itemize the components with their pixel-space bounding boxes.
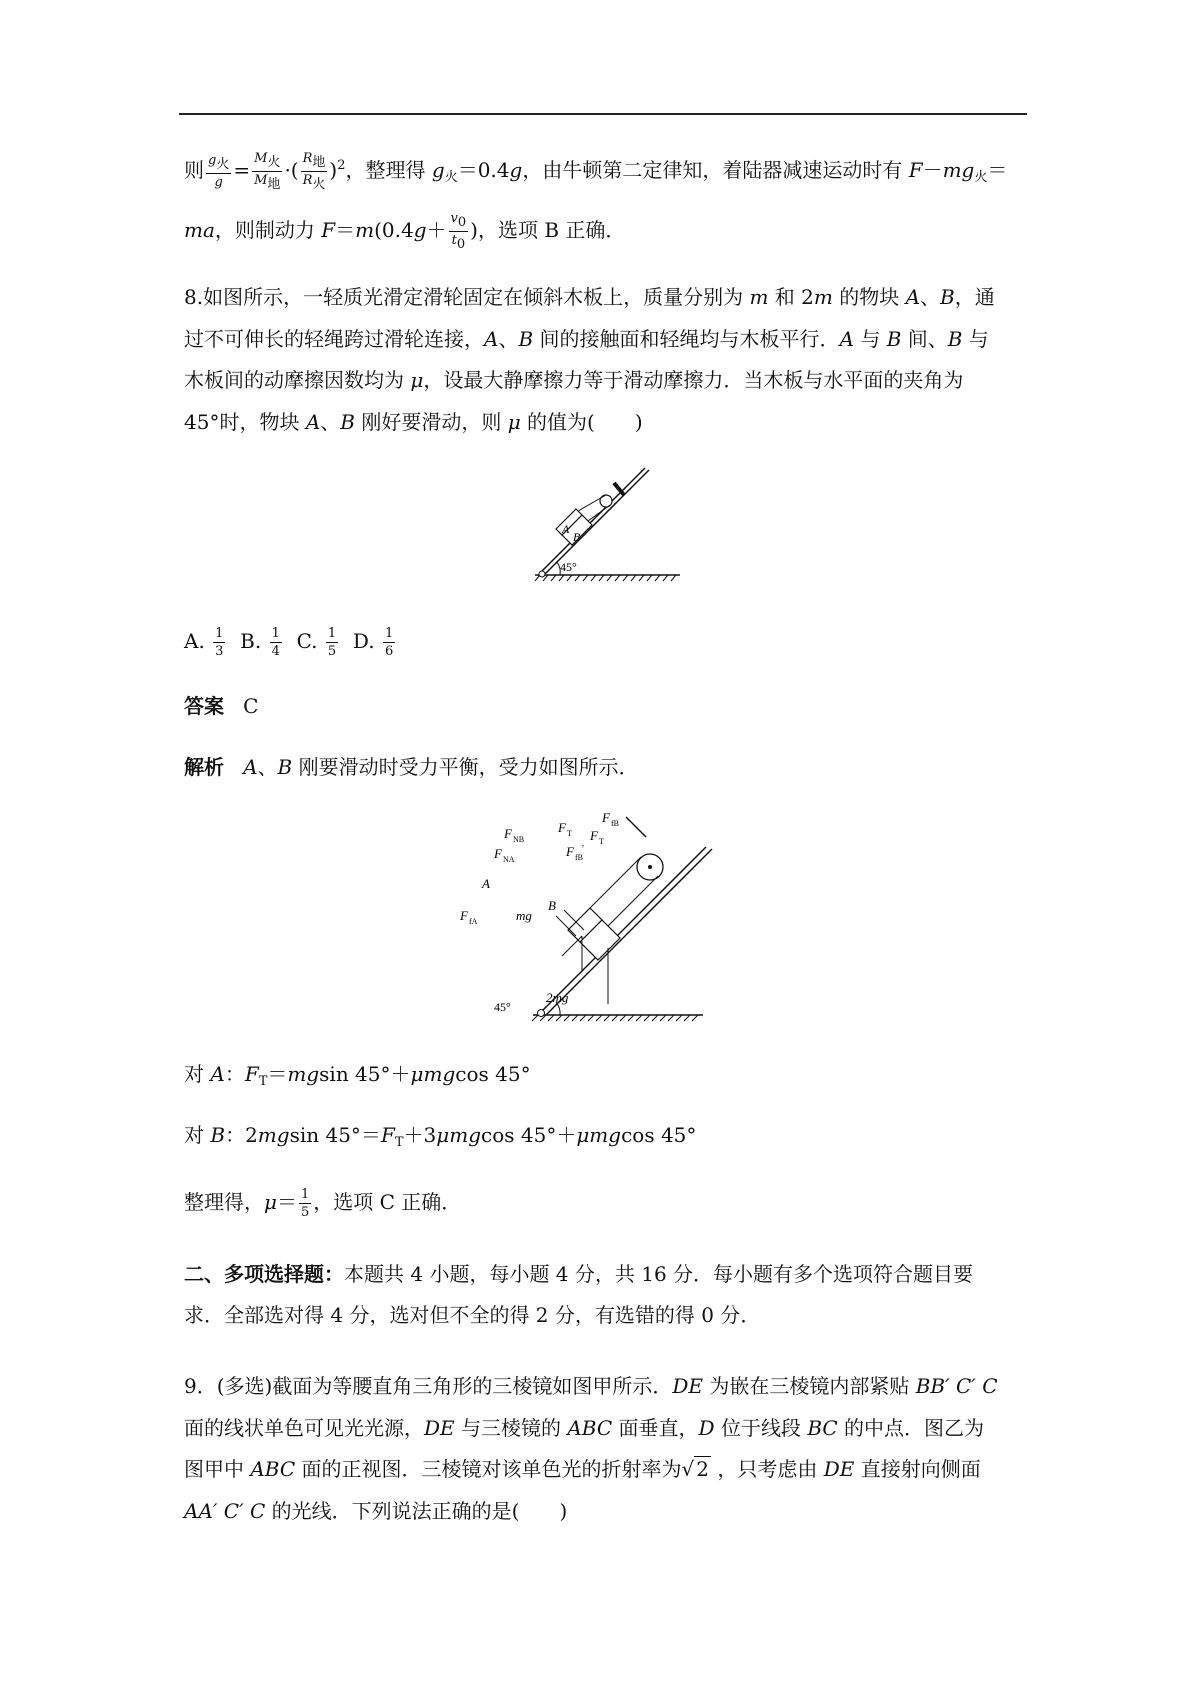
text: ，选项 C 正确． <box>313 1190 462 1214</box>
text: 1 <box>327 626 337 641</box>
text: 与 <box>962 327 989 351</box>
text: = <box>233 158 251 182</box>
text: 45°时，物块 <box>184 410 306 434</box>
text: B <box>210 1123 226 1147</box>
text: T <box>394 1135 404 1150</box>
text: ，通 <box>954 285 995 309</box>
text: DE <box>672 1374 703 1398</box>
text: ： <box>225 1123 246 1147</box>
text: ＋3 <box>403 1123 437 1147</box>
label-ffa: F <box>460 908 468 923</box>
label-a: A <box>482 876 490 891</box>
text: mg <box>257 1123 290 1147</box>
ground-hatch <box>535 575 676 581</box>
rope-upper <box>586 857 641 912</box>
text: sin 45°＝ <box>289 1123 381 1147</box>
label-ft2-sub: T <box>599 837 604 846</box>
text: 刚要滑动时受力平衡，受力如图所示． <box>292 755 639 779</box>
text: 与三棱镜的 <box>454 1416 568 1440</box>
text: 0 <box>456 237 466 252</box>
option-b[interactable] <box>240 626 284 659</box>
text: B <box>340 410 355 434</box>
q8-incline-figure <box>530 465 690 585</box>
text: mg <box>942 158 975 182</box>
text: R <box>302 173 313 188</box>
text: A <box>243 755 258 779</box>
option-a[interactable] <box>184 626 227 659</box>
text: m <box>813 285 833 309</box>
label-fna: F <box>494 846 502 861</box>
text: 的中点．图乙为 <box>837 1416 985 1440</box>
text: ，只考虑由 <box>711 1457 824 1481</box>
eq-a <box>184 1060 531 1096</box>
q8-options <box>184 627 397 658</box>
text: cos 45°＋ <box>481 1123 577 1147</box>
text: t <box>451 233 457 248</box>
text: ，由牛顿第二定律知，着陆器减速运动时有 <box>522 158 909 182</box>
text: DE <box>823 1457 855 1481</box>
text: ABC <box>250 1457 296 1481</box>
text: 本题共 4 小题，每小题 4 分，共 16 分．每小题有多个选项符合题目要 <box>344 1262 974 1286</box>
text: 1 <box>271 626 280 641</box>
text: ＝ <box>335 218 356 242</box>
text: 整理得， <box>184 1190 264 1214</box>
pulley-axle <box>648 865 652 869</box>
text: 直接射向侧面 <box>854 1457 981 1481</box>
text: 0 <box>457 215 467 230</box>
result-fraction <box>299 1188 311 1219</box>
text: ＝ <box>267 1062 288 1086</box>
option-fraction <box>326 627 338 658</box>
text: ： <box>224 1062 245 1086</box>
text: F <box>380 1123 395 1147</box>
option-fraction <box>213 627 225 658</box>
text: 过不可伸长的轻绳跨过滑轮连接， <box>184 327 484 351</box>
q8-line-3 <box>184 366 963 394</box>
text: 间、 <box>901 327 948 351</box>
label-b: B <box>548 898 556 913</box>
text: μmg <box>576 1123 622 1147</box>
q8-line-4 <box>184 408 643 436</box>
text: 4 <box>271 644 280 659</box>
text: g <box>509 158 523 182</box>
text: ＝ <box>277 1190 297 1214</box>
text: 的物块 <box>832 285 906 309</box>
text: 、 <box>320 410 341 434</box>
label-ft: F <box>558 820 566 835</box>
text: AA′ C′ C <box>184 1499 266 1523</box>
text: 、 <box>257 755 278 779</box>
q9-line-2 <box>184 1414 984 1442</box>
text: B <box>886 327 902 351</box>
text: B <box>277 755 293 779</box>
section2-line-1 <box>184 1260 973 1288</box>
text: 5 <box>301 1205 310 1220</box>
text: 火 <box>267 155 281 170</box>
text: 火 <box>974 170 988 185</box>
ground-hatch <box>532 1015 698 1021</box>
text: μmg <box>436 1123 481 1147</box>
text: F <box>244 1062 259 1086</box>
text: A <box>905 285 921 309</box>
label-ffb2-prime: ′ <box>582 844 585 855</box>
text: B <box>947 327 963 351</box>
text: A <box>305 410 321 434</box>
q9-line-4 <box>184 1497 567 1525</box>
angle-label: 45° <box>494 1000 511 1014</box>
text: )，选项 B 正确． <box>470 218 626 242</box>
label-b: B <box>573 530 581 544</box>
text: (0.4 <box>374 218 414 242</box>
text: B <box>518 327 534 351</box>
text: 、 <box>920 285 941 309</box>
q9-line-3 <box>184 1455 981 1483</box>
text: cos 45° <box>621 1123 697 1147</box>
text: A <box>210 1062 225 1086</box>
option-d[interactable] <box>352 626 397 659</box>
text: 8.如图所示，一轻质光滑定滑轮固定在倾斜木板上，质量分别为 <box>184 285 750 309</box>
text: v <box>450 211 458 226</box>
arrow-ffa <box>562 936 582 956</box>
q8-line-2 <box>184 325 989 353</box>
text: 1 <box>301 1187 310 1202</box>
label-ffb2: F <box>566 844 574 859</box>
text: ，设最大静摩擦力等于滑动摩擦力．当木板与水平面的夹角为 <box>423 368 964 392</box>
result <box>184 1188 461 1219</box>
hinge-icon <box>538 1010 545 1017</box>
text: T <box>258 1074 268 1089</box>
text: D <box>698 1416 715 1440</box>
text: ＝ <box>987 158 1008 182</box>
label-ffa-sub: fA <box>469 917 478 926</box>
text: 1 <box>215 626 224 641</box>
text: 图甲中 <box>184 1457 251 1481</box>
text: BB′ C′ C <box>915 1374 998 1398</box>
text: M <box>254 173 268 188</box>
label-a: A <box>562 522 570 536</box>
text: R <box>302 151 313 166</box>
text: － <box>922 158 943 182</box>
text: ，则制动力 <box>214 218 322 242</box>
pulley-icon <box>600 495 612 507</box>
label-2mg: 2mg <box>546 990 569 1005</box>
text: 地 <box>267 177 281 192</box>
header-rule <box>179 113 1027 115</box>
q9-line-1 <box>184 1372 998 1400</box>
option-letter: C. <box>296 629 318 653</box>
text: μ <box>507 410 521 434</box>
text: M <box>254 151 268 166</box>
text: sin 45°＋ <box>319 1062 411 1086</box>
text: g <box>208 153 217 168</box>
text: 面的正视图．三棱镜对该单色光的折射率为 <box>295 1457 682 1481</box>
prev-solution-line-2 <box>184 212 625 251</box>
text: cos 45° <box>455 1062 531 1086</box>
answer-label: 答案 <box>184 694 224 718</box>
text: 间的接触面和轻绳均与木板平行． <box>533 327 840 351</box>
text: DE <box>424 1416 455 1440</box>
label-ffb: F <box>602 810 610 825</box>
text: g <box>431 158 445 182</box>
text: ＝0.4 <box>457 158 510 182</box>
text: 火 <box>216 157 230 172</box>
text: A <box>839 327 854 351</box>
text: 求．全部选对得 4 分，选对但不全的得 2 分，有选错的得 0 分． <box>184 1303 761 1327</box>
label-fna-sub: NA <box>503 855 515 864</box>
text: 火 <box>312 177 326 192</box>
text: 的光线．下列说法正确的是( ) <box>265 1499 568 1523</box>
text: ABC <box>567 1416 613 1440</box>
option-letter: D. <box>352 629 375 653</box>
option-letter: B. <box>240 629 262 653</box>
text: ·( <box>284 158 299 182</box>
text: A <box>484 327 499 351</box>
text: 位于线段 <box>714 1416 808 1440</box>
label-fnb-sub: NB <box>513 835 525 844</box>
text: 的值为( ) <box>520 410 643 434</box>
text: ) <box>329 158 338 182</box>
text: 2 <box>696 1457 710 1481</box>
text: 为嵌在三棱镜内部紧贴 <box>702 1374 916 1398</box>
prev-solution-line-1 <box>184 152 1007 192</box>
text: 3 <box>215 644 224 659</box>
text: 5 <box>327 644 337 659</box>
label-ft2: F <box>590 828 598 843</box>
text: g <box>413 218 427 242</box>
answer-value: C <box>243 694 259 718</box>
text: 面垂直， <box>612 1416 699 1440</box>
angle-label: 45° <box>560 560 577 574</box>
text: μmg <box>410 1062 456 1086</box>
fraction-m <box>252 152 282 191</box>
text: 9．(多选)截面为等腰直角三角形的三棱镜如图甲所示． <box>184 1374 673 1398</box>
eq-b <box>184 1121 696 1157</box>
text: ＋ <box>426 218 447 242</box>
section2-line-2 <box>184 1301 760 1329</box>
label-ffb-sub: fB <box>611 819 619 828</box>
pulley-bracket <box>626 817 646 837</box>
fraction-r <box>301 152 328 191</box>
analysis-label: 解析 <box>184 755 224 779</box>
text: 1 <box>384 626 394 641</box>
text: B <box>940 285 955 309</box>
text: 对 <box>184 1062 211 1086</box>
fraction-v0-t0 <box>449 212 469 251</box>
label-ffb2-sub: fB <box>575 853 583 862</box>
text: μ <box>264 1190 277 1214</box>
q8-line-1 <box>184 283 995 311</box>
q8-analysis <box>184 753 639 781</box>
text: 地 <box>312 155 326 170</box>
text: F <box>321 218 336 242</box>
text: 木板间的动摩擦因数均为 <box>184 368 411 392</box>
text: 与 <box>853 327 887 351</box>
board-line-bottom <box>540 468 645 573</box>
board-line-bottom <box>540 847 706 1013</box>
text: g <box>214 175 223 190</box>
hinge-icon <box>539 571 545 577</box>
text: 火 <box>444 170 458 185</box>
text: m <box>355 218 375 242</box>
option-letter: A. <box>184 629 205 653</box>
text: 面的线状单色可见光光源， <box>184 1416 424 1440</box>
option-c[interactable] <box>296 626 341 659</box>
text: ，整理得 <box>345 158 432 182</box>
label-fnb: F <box>504 826 512 841</box>
text: 6 <box>384 644 394 659</box>
label-mg: mg <box>516 908 532 923</box>
text: mg <box>287 1062 320 1086</box>
q8-answer <box>184 692 258 720</box>
section-title: 二、多项选择题： <box>184 1262 344 1286</box>
text: 2 <box>337 158 346 173</box>
text: F <box>908 158 923 182</box>
text: ma <box>184 218 215 242</box>
text: m <box>749 285 769 309</box>
text: 和 2 <box>768 285 814 309</box>
text: 则 <box>184 158 204 182</box>
text: μ <box>410 368 424 392</box>
text: 、 <box>498 327 519 351</box>
text: 对 <box>184 1123 211 1147</box>
sqrt-icon: √ <box>681 1457 695 1481</box>
fraction-g <box>206 154 231 189</box>
text: 2 <box>245 1123 258 1147</box>
option-fraction <box>383 627 395 658</box>
text: BC <box>807 1416 838 1440</box>
q8-force-diagram <box>460 810 718 1022</box>
option-fraction <box>270 627 282 658</box>
label-ft-sub: T <box>567 829 572 838</box>
text: 刚好要滑动，则 <box>354 410 508 434</box>
